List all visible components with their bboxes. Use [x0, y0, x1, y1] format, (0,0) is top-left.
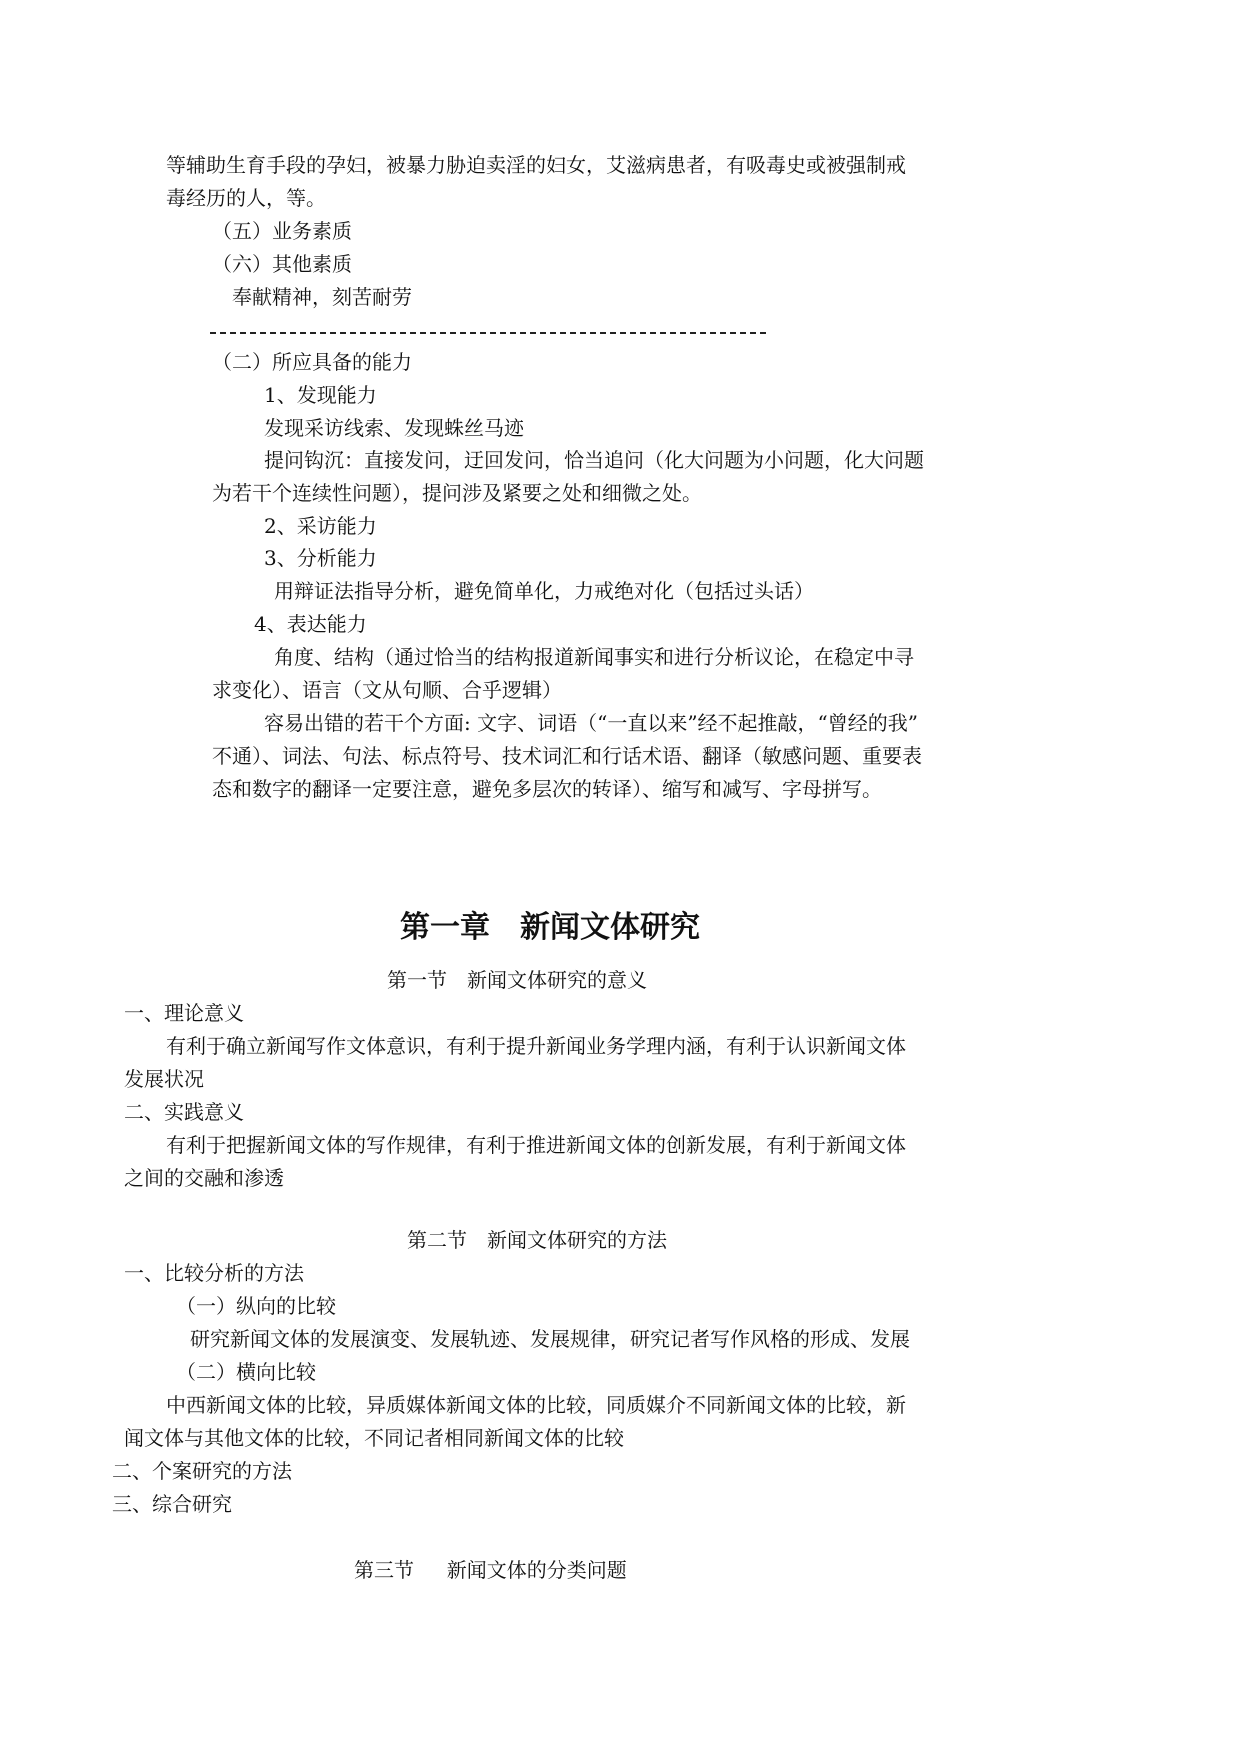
ability-1: 1、发现能力 [264, 383, 377, 407]
ability-1-detail: 发现采访线索、发现蛛丝马迹 [264, 416, 524, 440]
ability-4: 4、表达能力 [254, 612, 367, 636]
section-2-heading-1: 一、比较分析的方法 [124, 1261, 304, 1285]
section-1-paragraph-line: 发展状况 [124, 1067, 204, 1091]
section-1-title: 第一节 新闻文体研究的意义 [387, 968, 647, 992]
quality-item-6: （六）其他素质 [212, 252, 352, 276]
paragraph-line: 毒经历的人，等。 [166, 186, 326, 210]
section-2-subheading-2: （二）横向比较 [176, 1360, 316, 1384]
ability-4-error-line: 容易出错的若干个方面: 文字、词语（“一直以来”经不起推敲，“曾经的我” [264, 711, 918, 735]
ability-1-question-line: 提问钩沉：直接发问，迂回发问，恰当追问（化大问题为小问题，化大问题 [264, 448, 924, 472]
section-2-heading-3: 三、综合研究 [112, 1492, 232, 1516]
section-2-heading-2: 二、个案研究的方法 [112, 1459, 292, 1483]
paragraph-line: 等辅助生育手段的孕妇，被暴力胁迫卖淫的妇女，艾滋病患者，有吸毒史或被强制戒 [166, 153, 906, 177]
abilities-heading: （二）所应具备的能力 [212, 350, 412, 374]
section-1-paragraph-line: 有利于确立新闻写作文体意识，有利于提升新闻业务学理内涵，有利于认识新闻文体 [166, 1034, 906, 1058]
ability-4-detail-line: 角度、结构（通过恰当的结构报道新闻事实和进行分析议论，在稳定中寻 [274, 645, 914, 669]
section-2-paragraph-line: 闻文体与其他文体的比较，不同记者相同新闻文体的比较 [124, 1426, 624, 1450]
section-1-paragraph-line: 有利于把握新闻文体的写作规律，有利于推进新闻文体的创新发展，有利于新闻文体 [166, 1133, 906, 1157]
section-1-heading-2: 二、实践意义 [124, 1100, 244, 1124]
ability-3-detail: 用辩证法指导分析，避免简单化，力戒绝对化（包括过头话） [274, 579, 814, 603]
ability-4-detail-line: 求变化）、语言（文从句顺、合乎逻辑） [212, 678, 562, 702]
ability-3: 3、分析能力 [264, 546, 377, 570]
section-2-subheading-1-detail: 研究新闻文体的发展演变、发展轨迹、发展规律，研究记者写作风格的形成、发展 [190, 1327, 910, 1351]
quality-item-5: （五）业务素质 [212, 219, 352, 243]
ability-4-error-line: 态和数字的翻译一定要注意，避免多层次的转译）、缩写和减写、字母拼写。 [212, 777, 882, 801]
ability-2: 2、采访能力 [264, 514, 377, 538]
chapter-title: 第一章 新闻文体研究 [400, 910, 700, 945]
section-3-title: 第三节 新闻文体的分类问题 [354, 1558, 627, 1582]
ability-1-question-line: 为若干个连续性问题），提问涉及紧要之处和细微之处。 [212, 481, 702, 505]
section-2-title: 第二节 新闻文体研究的方法 [407, 1228, 667, 1252]
section-1-heading-1: 一、理论意义 [124, 1001, 244, 1025]
dashed-separator [210, 332, 766, 334]
quality-item-6-detail: 奉献精神，刻苦耐劳 [232, 285, 412, 309]
ability-4-error-line: 不通）、词法、句法、标点符号、技术词汇和行话术语、翻译（敏感问题、重要表 [212, 744, 922, 768]
section-2-subheading-1: （一）纵向的比较 [176, 1294, 336, 1318]
section-2-paragraph-line: 中西新闻文体的比较，异质媒体新闻文体的比较，同质媒介不同新闻文体的比较，新 [166, 1393, 906, 1417]
section-1-paragraph-line: 之间的交融和渗透 [124, 1166, 284, 1190]
